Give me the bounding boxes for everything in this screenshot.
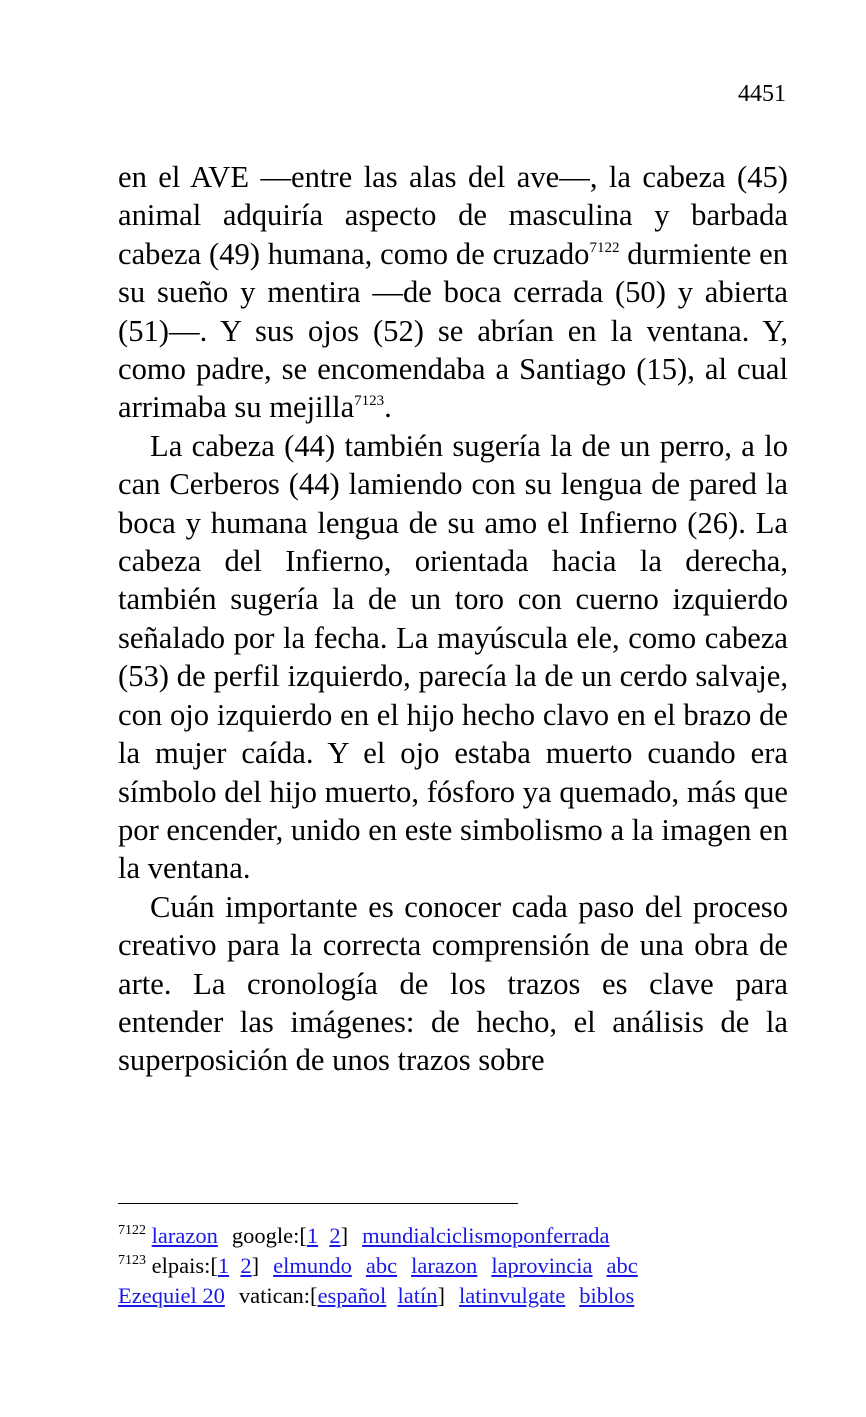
link-elpais-2[interactable]: 2 xyxy=(240,1253,252,1278)
google-label: google:[ xyxy=(231,1223,307,1248)
body-text xyxy=(118,158,788,1080)
link-abc[interactable]: abc xyxy=(606,1253,638,1278)
link-elpais-1[interactable]: 1 xyxy=(217,1253,230,1278)
paragraph-1-text-b: durmiente en su sueño y mentira —de boca cerrada (50) y abierta (51)—. Y sus ojos (52) se abrían en la ventana. Y, como padre, se encomendaba a Santiago (15), al cual arrimaba su mejilla xyxy=(118,236,788,425)
link-latin[interactable]: latín xyxy=(397,1283,438,1308)
paragraph-1 xyxy=(118,158,788,427)
vatican-close: ] xyxy=(437,1283,446,1308)
page-number: 4451 xyxy=(738,81,786,107)
paragraph-1-text-c: . xyxy=(384,390,392,425)
link-abc[interactable]: abc xyxy=(365,1253,398,1278)
footnotes xyxy=(118,1221,788,1311)
paragraph-2: La cabeza (44) también sugería la de un perro, a lo can Cerberos (44) lamiendo con su lengua de pared la boca y humana lengua de su amo el Infierno (26). La cabeza del Infierno, orientada hacia la derecha, también sugería la de un toro con cuerno izquierdo señalado por la fecha. La mayúscula ele, como cabeza (53) de perfil izquierdo, parecía la de un cerdo salvaje, con ojo izquierdo en el hijo hecho clavo en el brazo de la mujer caída. Y el ojo estaba muerto cuando era símbolo del hijo muerto, fósforo ya quemado, más que por encender, unido en este simbolismo a la imagen en la ventana. xyxy=(118,428,788,886)
footnote-7123 xyxy=(118,1251,788,1311)
elpais-label: elpais:[ xyxy=(151,1253,218,1278)
link-laprovincia[interactable]: laprovincia xyxy=(491,1253,593,1278)
link-google-2[interactable]: 2 xyxy=(329,1223,341,1248)
link-ezequiel-20[interactable]: Ezequiel 20 xyxy=(118,1283,225,1308)
footnote-divider xyxy=(118,1203,518,1204)
link-latinvulgate[interactable]: latinvulgate xyxy=(459,1283,566,1308)
paragraph-1-text-a: en el AVE —entre las alas del ave—, la cabeza (45) animal adquiría aspecto de masculina y barbada cabeza (49) humana, como de cruzado xyxy=(118,160,788,271)
link-larazon[interactable]: larazon xyxy=(411,1253,478,1278)
footnote-number: 7122 xyxy=(118,1223,146,1238)
footnote-ref-7123: 7123 xyxy=(354,393,385,410)
google-close: ] xyxy=(340,1223,349,1248)
link-elmundo[interactable]: elmundo xyxy=(273,1253,352,1278)
link-google-1[interactable]: 1 xyxy=(306,1223,319,1248)
footnote-7122 xyxy=(118,1221,788,1251)
footnote-number: 7123 xyxy=(118,1253,146,1268)
link-larazon[interactable]: larazon xyxy=(151,1223,218,1248)
vatican-label: vatican:[ xyxy=(238,1283,318,1308)
link-mundialciclismoponferrada[interactable]: mundialciclismoponferrada xyxy=(362,1223,610,1248)
paragraph-3: Cuán importante es conocer cada paso del proceso creativo para la correcta comprensión de una obra de arte. La cronología de los trazos es clave para entender las imágenes: de hecho, el análisis de la superposición de unos trazos sobre xyxy=(118,889,788,1078)
footnote-ref-7122: 7122 xyxy=(589,239,620,256)
elpais-close: ] xyxy=(251,1253,260,1278)
link-espanol[interactable]: español xyxy=(317,1283,387,1308)
link-biblos[interactable]: biblos xyxy=(579,1283,635,1308)
